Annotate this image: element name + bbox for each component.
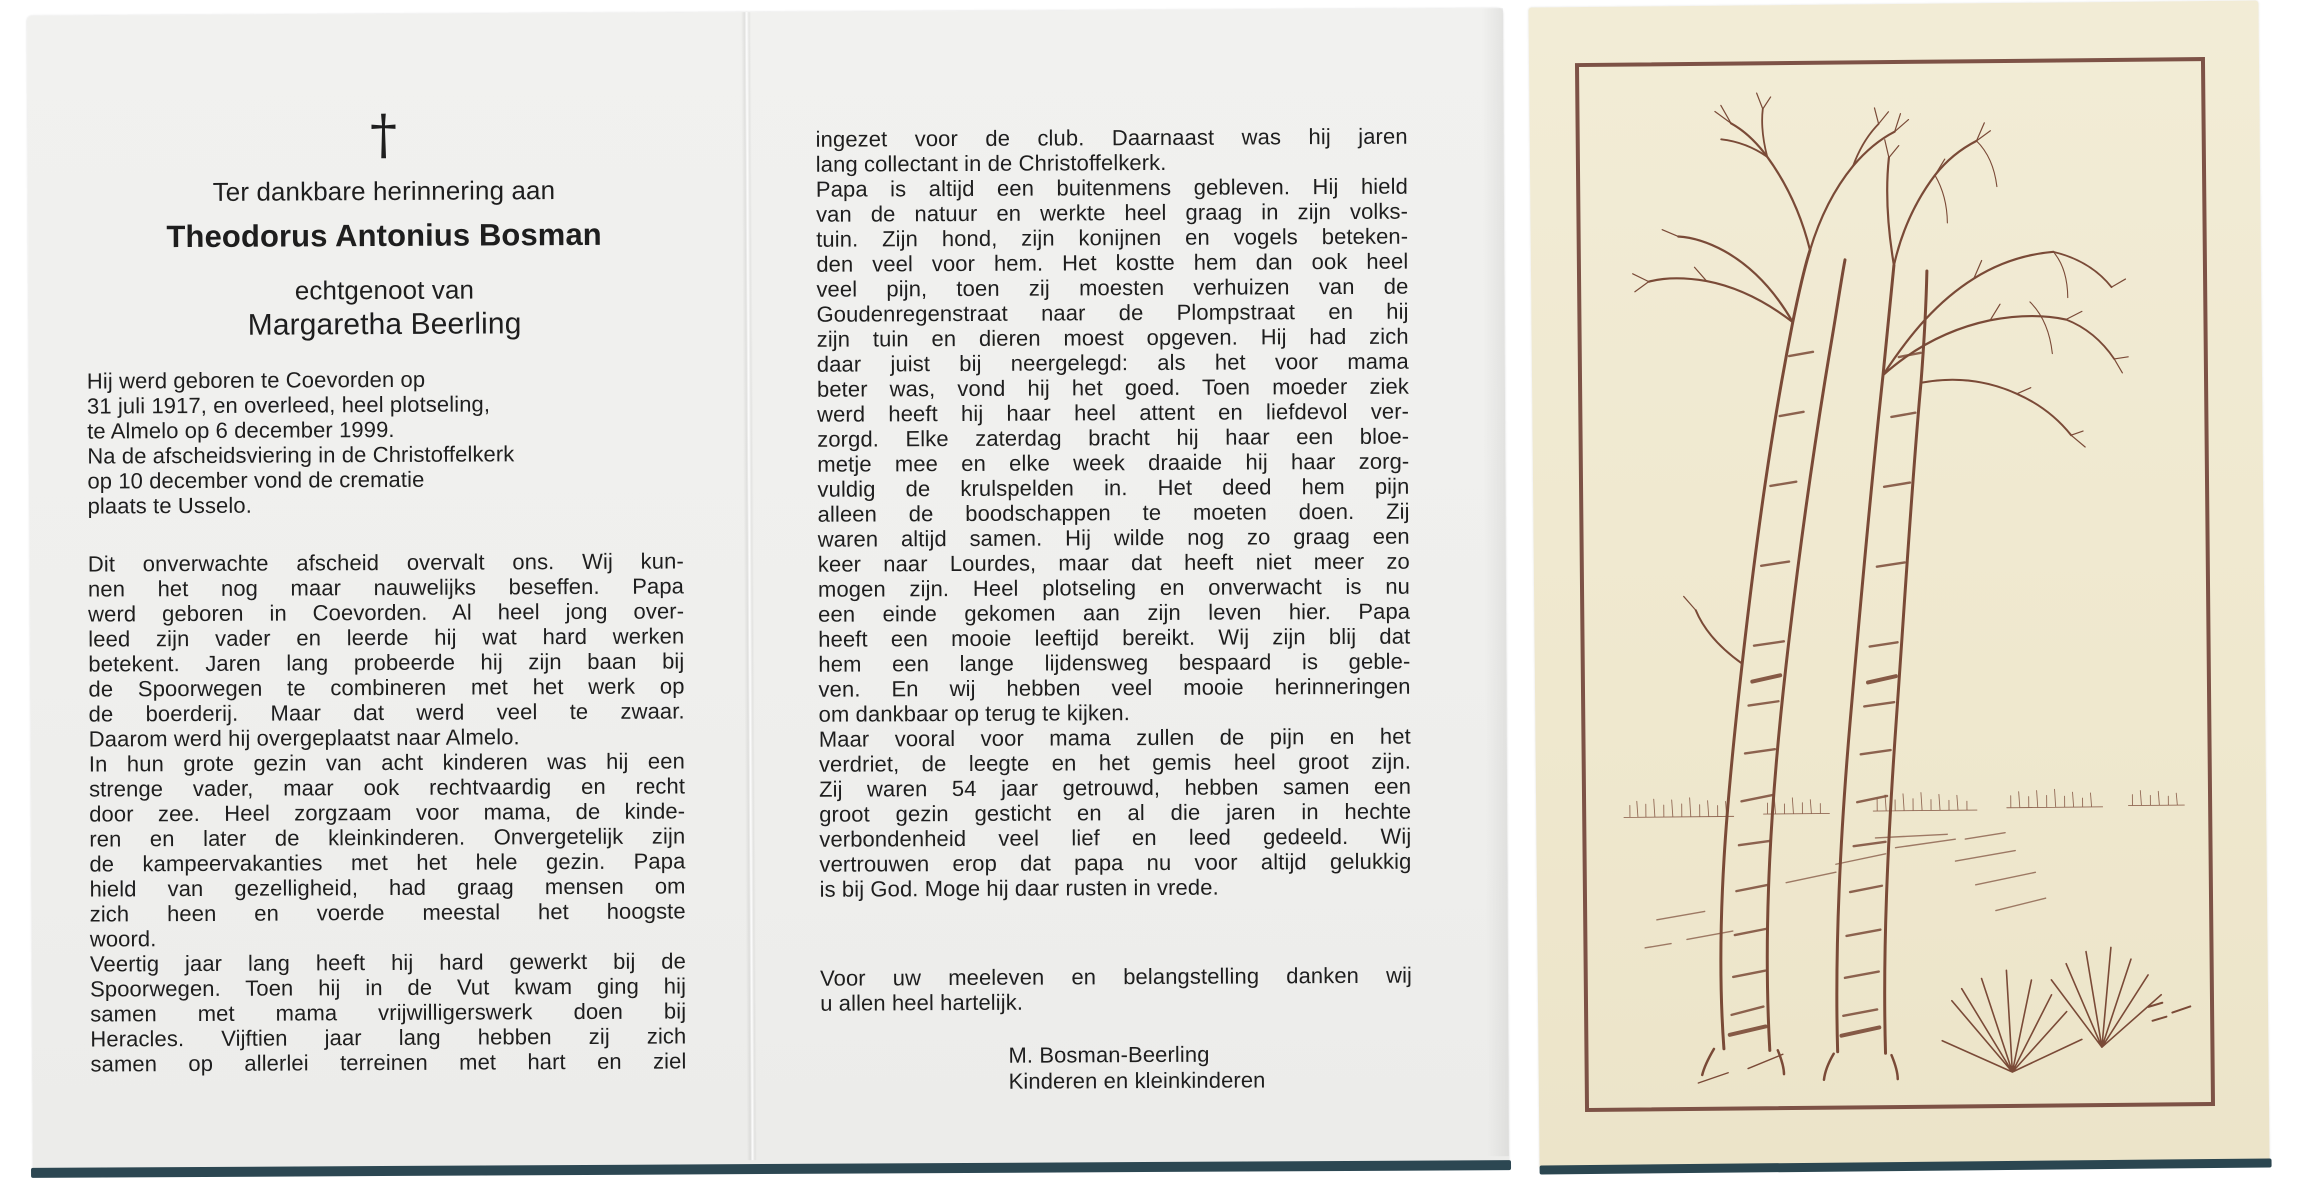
text-line: de boerderij. Maar dat werd veel te zwaar. <box>88 698 685 727</box>
text-line: daar juist bij neergelegd: als het voor mama <box>816 348 1409 377</box>
biography-paragraphs-left <box>88 548 687 1076</box>
text-line: heeft een mooie leeftijd bereikt. Wij zijn blij dat <box>818 623 1411 652</box>
text-line: Hij werd geboren te Coevorden op <box>86 366 426 394</box>
text-line: door zee. Heel zorgzaam voor mama, de kinde- <box>89 798 686 827</box>
text-line: zijn tuin en dieren moest opgeven. Hij had zich <box>816 323 1409 352</box>
text-line: de kampeervakanties met het hele gezin. Papa <box>89 848 686 877</box>
text-line: ren en later de kleinkinderen. Onvergetelijk zijn <box>89 823 686 852</box>
spouse-name: Margaretha Beerling <box>247 307 522 342</box>
text-line: den veel voor hem. Het kostte hem dan ook heel <box>816 248 1409 277</box>
text-line: waren altijd samen. Hij wilde nog zo graag een <box>817 523 1410 552</box>
closing-block <box>820 963 1412 1016</box>
text-line: Na de afscheidsviering in de Christoffelkerk <box>87 441 515 469</box>
text-line: leed zijn vader en leerde hij wat hard werken <box>88 623 685 652</box>
text-line: nen het nog maar nauwelijks beseffen. Papa <box>87 573 685 602</box>
text-line: werd geboren in Coevorden. Al heel jong over- <box>88 598 685 627</box>
relation-line: echtgenoot van <box>294 274 475 306</box>
text-line: Zij waren 54 jaar getrouwd, hebben samen een <box>818 773 1412 802</box>
text-line: vertrouwen erop dat papa nu voor altijd gelukkig <box>819 848 1412 877</box>
cover-card <box>1528 1 2269 1170</box>
text-line: 31 juli 1917, en overleed, heel plotseling, <box>86 391 491 419</box>
text-line: verdriet, de leegte en het gemis heel groot zijn. <box>818 748 1411 777</box>
text-line: zich heen en voerde meestal het hoogste <box>89 898 686 927</box>
text-line: hield van gezelligheid, had graag mensen om <box>89 873 686 902</box>
fold-crease <box>741 12 757 1160</box>
memorial-text-column-2 <box>815 9 1413 1096</box>
biography-paragraphs-right <box>816 124 1412 902</box>
text-line: Heracles. Vijftien jaar lang hebben zij zich <box>90 1023 687 1052</box>
deceased-name: Theodorus Antonius Bosman <box>166 216 602 255</box>
text-line: In hun grote gezin van acht kinderen was hij een <box>88 748 685 777</box>
text-line: op 10 december vond de crematie <box>87 466 425 494</box>
text-line: van de natuur en werkte heel graag in zijn volks- <box>815 198 1409 227</box>
memorial-text-column-1 <box>85 12 687 1076</box>
memorial-card-spread <box>27 8 1509 1174</box>
text-line: Goudenregenstraat naar de Plompstraat en hij <box>816 298 1409 327</box>
text-line: Papa is altijd een buitenmens gebleven. Hij hield <box>815 173 1408 202</box>
text-line: Voor uw meeleven en belangstelling danken wij <box>819 962 1413 991</box>
text-line: samen met mama vrijwilligerswerk doen bij <box>90 998 687 1027</box>
text-line: tuin. Zijn hond, zijn konijnen en vogels beteken- <box>816 223 1409 252</box>
text-line: Kinderen en kleinkinderen <box>1008 1067 1266 1094</box>
text-line: om dankbaar op terug te kijken. <box>818 700 1131 727</box>
text-line: metje mee en elke week draaide hij haar zorg- <box>817 448 1410 477</box>
life-dates-block <box>87 365 684 518</box>
text-line: veel pijn, toen zij moesten verhuizen van de <box>816 273 1409 302</box>
text-line: Dit onverwachte afscheid overvalt ons. Wij kun- <box>87 548 684 577</box>
text-line: zorgd. Elke zaterdag bracht hij haar een bloe- <box>817 423 1410 452</box>
text-line: Daarom werd hij overgeplaatst naar Almelo. <box>88 724 520 752</box>
dedication-line: Ter dankbare herinnering aan <box>212 175 556 207</box>
text-line: Maar vooral voor mama zullen de pijn en het <box>818 723 1411 752</box>
cross-symbol: † <box>369 102 398 167</box>
text-line: lang collectant in de Christoffelkerk. <box>815 149 1167 177</box>
text-line: vuldig de krulspelden in. Het deed hem pijn <box>817 473 1410 502</box>
text-line: de Spoorwegen te combineren met het werk op <box>88 673 685 702</box>
text-line: Spoorwegen. Toen hij in de Vut kwam ging hij <box>90 973 687 1002</box>
card-right-edge-shadow <box>1481 8 1509 1156</box>
text-line: werd heeft hij haar heel attent en liefdevol ver- <box>817 398 1410 427</box>
text-line: beter was, vond hij het goed. Toen moeder ziek <box>816 373 1410 402</box>
birch-trees-illustration <box>1528 1 2269 1173</box>
text-line: groot gezin gesticht en al die jaren in hechte <box>819 798 1412 827</box>
text-line: alleen de boodschappen te moeten doen. Zij <box>817 498 1410 527</box>
text-line: keer naar Lourdes, maar dat heeft niet meer zo <box>817 548 1410 577</box>
text-line: is bij God. Moge hij daar rusten in vrede. <box>819 874 1219 902</box>
text-line: woord. <box>89 926 157 952</box>
text-line: u allen heel hartelijk. <box>820 989 1024 1016</box>
text-line: ven. En wij hebben veel mooie herinneringen <box>818 673 1411 702</box>
text-line: M. Bosman-Beerling <box>1008 1041 1210 1068</box>
text-line: ingezet voor de club. Daarnaast was hij jaren <box>815 123 1408 152</box>
signature-block <box>820 1041 1412 1096</box>
text-line: samen op allerlei terreinen met hart en ziel <box>90 1048 687 1077</box>
text-line: te Almelo op 6 december 1999. <box>87 416 395 444</box>
card-bottom-edge <box>31 1160 1511 1178</box>
text-line: betekent. Jaren lang probeerde hij zijn baan bij <box>88 648 685 677</box>
text-line: strenge vader, maar ook rechtvaardig en recht <box>88 773 686 802</box>
text-line: Veertig jaar lang heeft hij hard gewerkt bij de <box>89 948 687 977</box>
text-line: plaats te Usselo. <box>87 492 252 519</box>
text-line: mogen zijn. Heel plotseling en onverwacht is nu <box>817 573 1411 602</box>
text-line: hem een lange lijdensweg bespaard is geble- <box>818 648 1411 677</box>
text-line: een einde gekomen aan zijn leven hier. Papa <box>818 598 1411 627</box>
text-line: verbondenheid veel lief en leed gedeeld. Wij <box>819 823 1412 852</box>
